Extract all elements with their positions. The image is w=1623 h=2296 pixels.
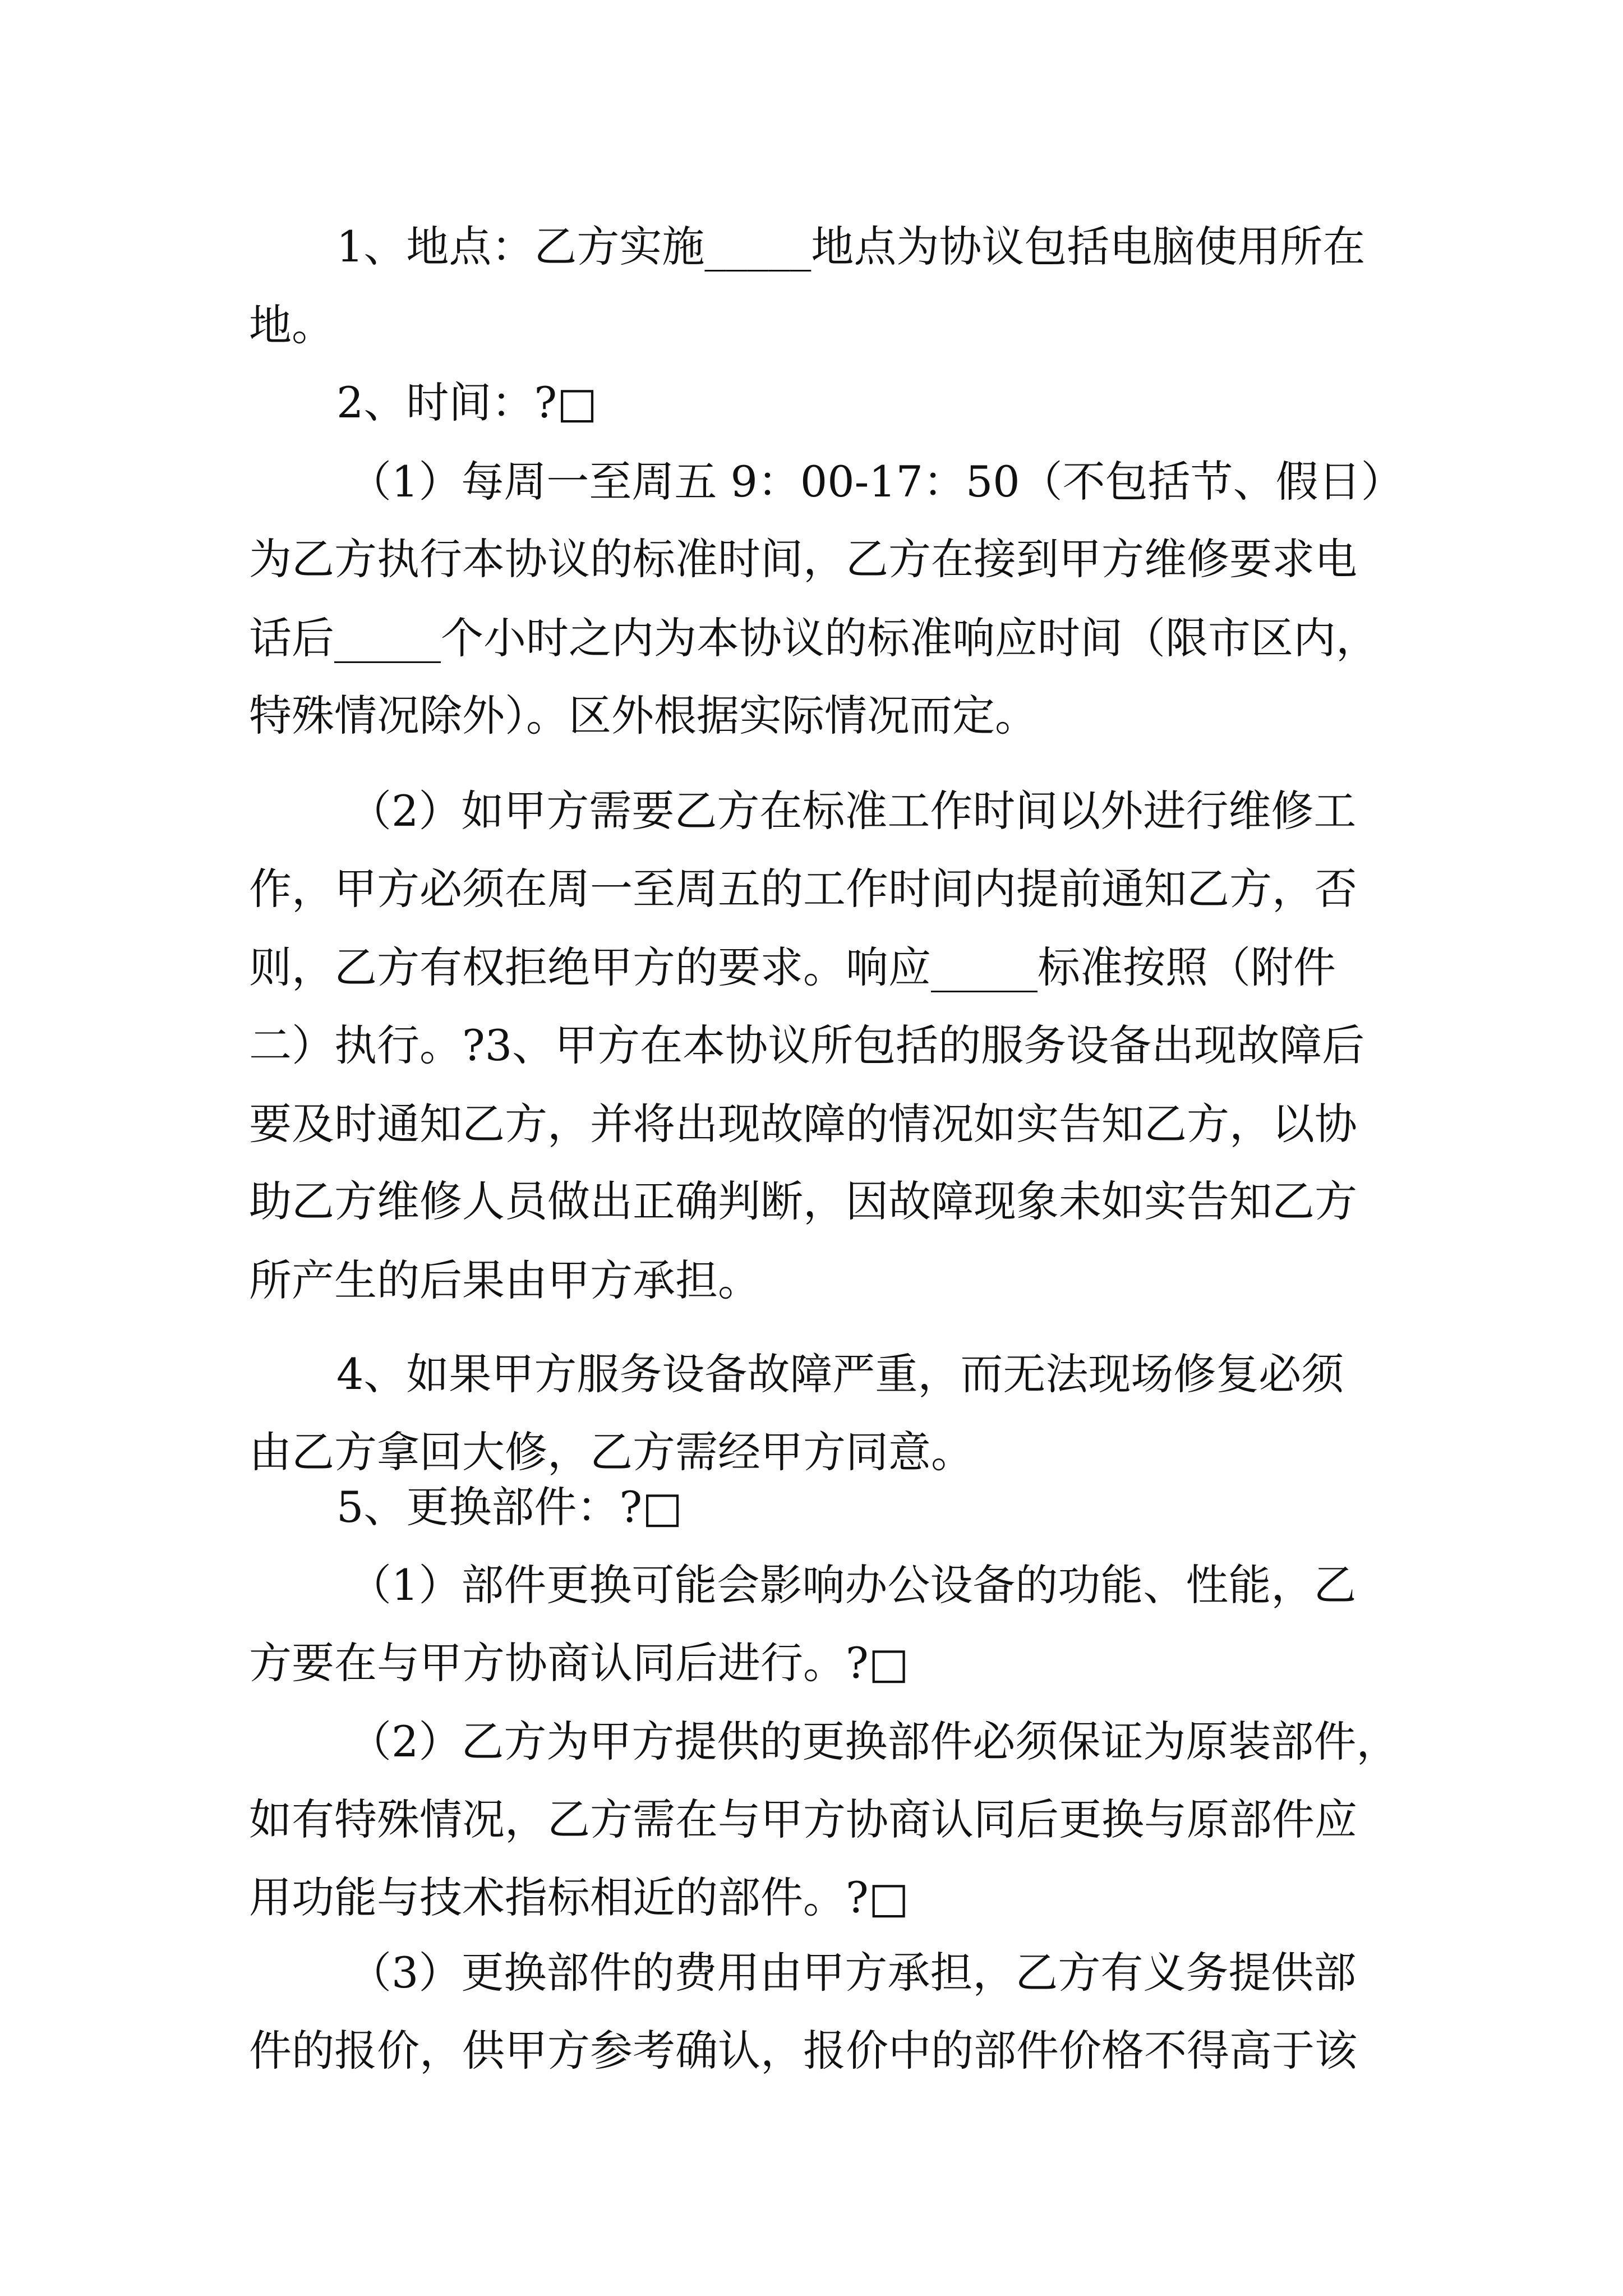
paragraph-line: （2）乙方为甲方提供的更换部件必须保证为原装部件， [349, 1717, 1399, 1766]
paragraph-line: 1、地点：乙方实施_____地点为协议包括电脑使用所在 [336, 222, 1366, 272]
paragraph-line: （1）部件更换可能会影响办公设备的功能、性能，乙 [349, 1560, 1357, 1610]
paragraph-line: 方要在与甲方协商认同后进行。?□ [249, 1638, 909, 1688]
paragraph-line: 助乙方维修人员做出正确判断，因故障现象未如实告知乙方 [249, 1176, 1357, 1226]
paragraph-line: 二）执行。?3、甲方在本协议所包括的服务设备出现故障后 [249, 1020, 1365, 1070]
paragraph-line: 用功能与技术指标相近的部件。?□ [249, 1872, 909, 1922]
paragraph-line: 所产生的后果由甲方承担。 [249, 1255, 760, 1305]
paragraph-line: 话后_____个小时之内为本协议的标准响应时间（限市区内， [249, 613, 1378, 663]
paragraph-line: 要及时通知乙方，并将出现故障的情况如实告知乙方，以协 [249, 1099, 1357, 1149]
paragraph-line: 由乙方拿回大修，乙方需经甲方同意。 [249, 1427, 974, 1477]
paragraph-line: 则，乙方有权拒绝甲方的要求。响应_____标准按照（附件 [249, 942, 1336, 992]
paragraph-line: 特殊情况除外）。区外根据实际情况而定。 [249, 691, 1038, 740]
paragraph-line: 2、时间：?□ [336, 378, 597, 427]
paragraph-line: 如有特殊情况，乙方需在与甲方协商认同后更换与原部件应 [249, 1795, 1357, 1844]
paragraph-line: （3）更换部件的费用由甲方承担，乙方有义务提供部 [349, 1948, 1357, 1998]
paragraph-line: （1）每周一至周五 9：00-17：50（不包括节、假日） [349, 457, 1404, 507]
paragraph-line: 件的报价，供甲方参考确认，报价中的部件价格不得高于该 [249, 2026, 1357, 2076]
paragraph-line: 作，甲方必须在周一至周五的工作时间内提前通知乙方，否 [249, 864, 1357, 914]
paragraph-line: 为乙方执行本协议的标准时间，乙方在接到甲方维修要求电 [249, 534, 1357, 584]
paragraph-line: 4、如果甲方服务设备故障严重，而无法现场修复必须 [336, 1349, 1344, 1399]
paragraph-line: 地。 [249, 300, 334, 350]
paragraph-line: 5、更换部件：?□ [336, 1482, 683, 1532]
paragraph-line: （2）如甲方需要乙方在标准工作时间以外进行维修工 [349, 786, 1357, 836]
